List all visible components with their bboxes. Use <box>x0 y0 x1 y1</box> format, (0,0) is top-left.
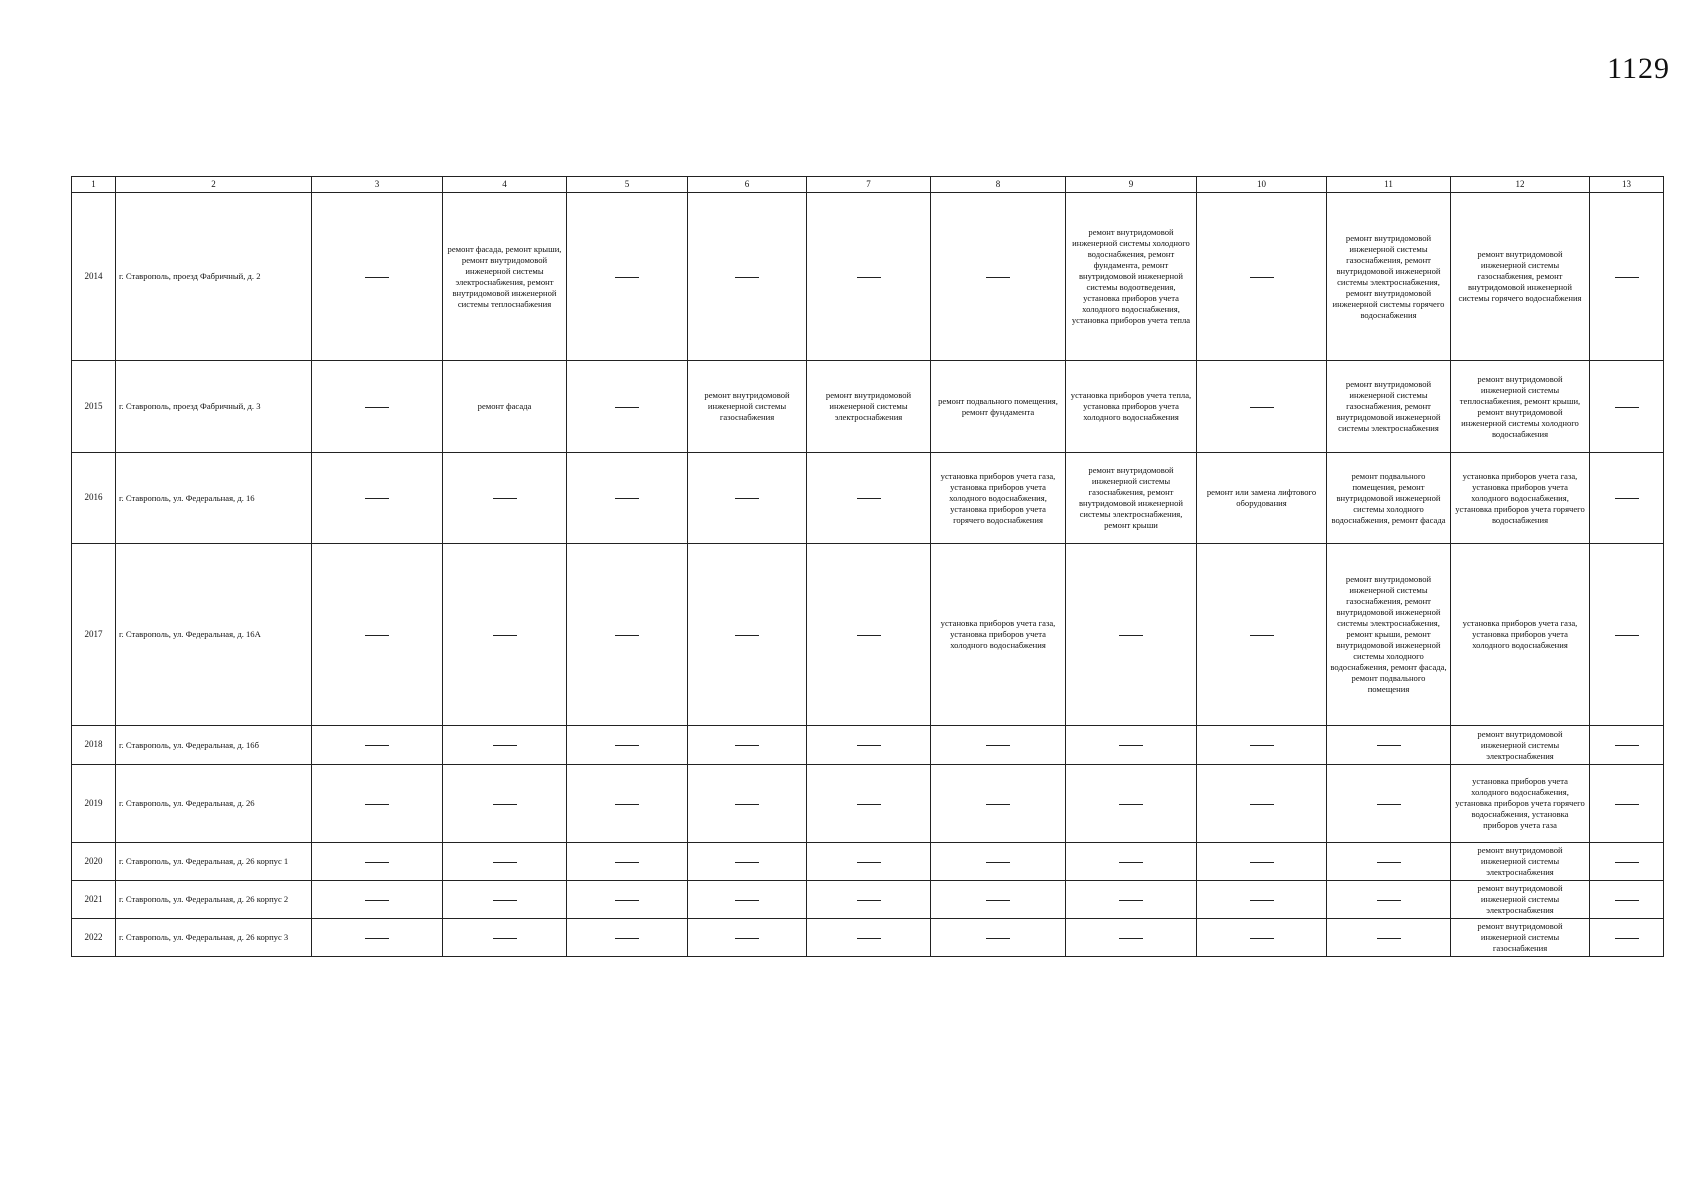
empty-dash <box>857 862 881 863</box>
empty-dash <box>986 745 1010 746</box>
work-cell <box>567 544 688 726</box>
row-number-cell: 2020 <box>72 843 116 881</box>
work-cell <box>312 193 443 361</box>
work-cell <box>1590 765 1664 843</box>
empty-dash <box>493 862 517 863</box>
work-cell <box>312 453 443 544</box>
empty-dash <box>1119 745 1143 746</box>
work-cell: ремонт внутридомовой инженерной системы газоснабжения <box>1451 919 1590 957</box>
work-cell <box>567 453 688 544</box>
work-cell <box>1590 881 1664 919</box>
work-cell <box>688 193 807 361</box>
work-cell <box>688 881 807 919</box>
work-cell <box>688 843 807 881</box>
work-cell <box>688 453 807 544</box>
empty-dash <box>615 277 639 278</box>
work-cell: ремонт внутридомовой инженерной системы электроснабжения <box>807 361 931 453</box>
empty-dash <box>615 900 639 901</box>
empty-dash <box>615 635 639 636</box>
empty-dash <box>1250 277 1274 278</box>
column-number: 13 <box>1590 177 1664 193</box>
empty-dash <box>1250 900 1274 901</box>
address-cell: г. Ставрополь, ул. Федеральная, д. 16б <box>116 726 312 765</box>
work-cell <box>443 453 567 544</box>
work-cell <box>1327 919 1451 957</box>
column-number: 5 <box>567 177 688 193</box>
table-row <box>72 453 1664 544</box>
work-cell <box>443 843 567 881</box>
empty-dash <box>1377 745 1401 746</box>
empty-dash <box>1615 745 1639 746</box>
work-cell <box>1197 919 1327 957</box>
work-cell <box>567 881 688 919</box>
work-cell <box>807 193 931 361</box>
column-number: 10 <box>1197 177 1327 193</box>
empty-dash <box>1119 900 1143 901</box>
table-row <box>72 193 1664 361</box>
empty-dash <box>1615 635 1639 636</box>
work-cell <box>1066 919 1197 957</box>
work-cell <box>807 919 931 957</box>
work-cell <box>312 726 443 765</box>
work-cell <box>688 765 807 843</box>
work-cell: ремонт внутридомовой инженерной системы газоснабжения, ремонт внутридомовой инженерной системы горячего водоснабжения <box>1451 193 1590 361</box>
work-cell <box>567 193 688 361</box>
work-cell: ремонт внутридомовой инженерной системы газоснабжения, ремонт внутридомовой инженерной системы электроснабжения <box>1327 361 1451 453</box>
address-cell: г. Ставрополь, проезд Фабричный, д. 3 <box>116 361 312 453</box>
empty-dash <box>365 900 389 901</box>
work-cell <box>1197 881 1327 919</box>
work-cell <box>1197 193 1327 361</box>
work-cell: ремонт подвального помещения, ремонт фундамента <box>931 361 1066 453</box>
column-number: 2 <box>116 177 312 193</box>
empty-dash <box>1615 862 1639 863</box>
empty-dash <box>857 635 881 636</box>
row-number-cell: 2019 <box>72 765 116 843</box>
work-cell: ремонт фасада, ремонт крыши, ремонт внутридомовой инженерной системы электроснабжения, ремонт внутридомовой инженерной системы теплоснабжения <box>443 193 567 361</box>
empty-dash <box>735 938 759 939</box>
column-number: 6 <box>688 177 807 193</box>
work-cell <box>1066 726 1197 765</box>
work-cell: ремонт внутридомовой инженерной системы электроснабжения <box>1451 843 1590 881</box>
work-cell <box>688 544 807 726</box>
empty-dash <box>986 938 1010 939</box>
work-cell: ремонт или замена лифтового оборудования <box>1197 453 1327 544</box>
empty-dash <box>986 900 1010 901</box>
work-cell: ремонт внутридомовой инженерной системы газоснабжения, ремонт внутридомовой инженерной системы электроснабжения, ремонт внутридомовой инженерной системы горячего водоснабжения <box>1327 193 1451 361</box>
empty-dash <box>1377 938 1401 939</box>
empty-dash <box>365 804 389 805</box>
address-cell: г. Ставрополь, ул. Федеральная, д. 26 <box>116 765 312 843</box>
row-number-cell: 2014 <box>72 193 116 361</box>
empty-dash <box>365 745 389 746</box>
work-cell <box>688 726 807 765</box>
work-cell <box>567 765 688 843</box>
empty-dash <box>735 862 759 863</box>
empty-dash <box>857 745 881 746</box>
address-cell: г. Ставрополь, ул. Федеральная, д. 16 <box>116 453 312 544</box>
empty-dash <box>1377 862 1401 863</box>
empty-dash <box>615 498 639 499</box>
work-cell <box>567 843 688 881</box>
work-cell <box>1066 881 1197 919</box>
work-cell <box>312 919 443 957</box>
table-row <box>72 881 1664 919</box>
table-row <box>72 919 1664 957</box>
row-number-cell: 2015 <box>72 361 116 453</box>
work-cell <box>1590 453 1664 544</box>
empty-dash <box>493 745 517 746</box>
row-number-cell: 2022 <box>72 919 116 957</box>
work-cell <box>567 726 688 765</box>
empty-dash <box>493 938 517 939</box>
empty-dash <box>857 938 881 939</box>
work-cell <box>567 361 688 453</box>
work-cell <box>443 726 567 765</box>
empty-dash <box>1615 900 1639 901</box>
address-cell: г. Ставрополь, ул. Федеральная, д. 26 корпус 2 <box>116 881 312 919</box>
work-cell <box>1327 881 1451 919</box>
work-cell <box>312 843 443 881</box>
column-number: 4 <box>443 177 567 193</box>
work-cell <box>931 843 1066 881</box>
work-cell <box>1590 193 1664 361</box>
work-cell <box>1197 765 1327 843</box>
work-cell <box>931 193 1066 361</box>
empty-dash <box>1615 804 1639 805</box>
work-cell: ремонт подвального помещения, ремонт внутридомовой инженерной системы холодного водоснабжения, ремонт фасада <box>1327 453 1451 544</box>
column-number-row <box>72 177 1664 193</box>
empty-dash <box>1377 804 1401 805</box>
empty-dash <box>735 277 759 278</box>
work-cell <box>1327 765 1451 843</box>
work-cell <box>931 881 1066 919</box>
column-number: 12 <box>1451 177 1590 193</box>
work-cell <box>688 919 807 957</box>
empty-dash <box>493 498 517 499</box>
work-cell <box>1590 919 1664 957</box>
empty-dash <box>986 862 1010 863</box>
address-cell: г. Ставрополь, ул. Федеральная, д. 16А <box>116 544 312 726</box>
empty-dash <box>735 498 759 499</box>
empty-dash <box>857 900 881 901</box>
work-cell: установка приборов учета газа, установка приборов учета холодного водоснабжения <box>931 544 1066 726</box>
work-cell: ремонт внутридомовой инженерной системы электроснабжения <box>1451 881 1590 919</box>
work-cell: ремонт внутридомовой инженерной системы газоснабжения, ремонт внутридомовой инженерной системы электроснабжения, ремонт крыши, ремонт внутридомовой инженерной системы холодного водоснабжения, ремонт фасада, ремонт подвального помещения <box>1327 544 1451 726</box>
repair-schedule-table <box>71 176 1664 957</box>
empty-dash <box>1119 862 1143 863</box>
table-row <box>72 361 1664 453</box>
work-cell <box>931 726 1066 765</box>
empty-dash <box>1615 407 1639 408</box>
row-number-cell: 2016 <box>72 453 116 544</box>
empty-dash <box>365 938 389 939</box>
empty-dash <box>735 900 759 901</box>
work-cell: ремонт внутридомовой инженерной системы газоснабжения, ремонт внутридомовой инженерной системы электроснабжения, ремонт крыши <box>1066 453 1197 544</box>
work-cell <box>1197 361 1327 453</box>
work-cell <box>1066 843 1197 881</box>
work-cell: ремонт внутридомовой инженерной системы газоснабжения <box>688 361 807 453</box>
column-number: 11 <box>1327 177 1451 193</box>
table-row <box>72 544 1664 726</box>
empty-dash <box>857 277 881 278</box>
work-cell <box>1590 843 1664 881</box>
empty-dash <box>615 804 639 805</box>
work-cell <box>807 843 931 881</box>
empty-dash <box>857 804 881 805</box>
empty-dash <box>365 635 389 636</box>
empty-dash <box>1615 938 1639 939</box>
empty-dash <box>1250 862 1274 863</box>
empty-dash <box>615 938 639 939</box>
row-number-cell: 2017 <box>72 544 116 726</box>
page-number: 1129 <box>1607 52 1670 85</box>
work-cell: установка приборов учета газа, установка приборов учета холодного водоснабжения, установка приборов учета горячего водоснабжения <box>1451 453 1590 544</box>
table-row <box>72 765 1664 843</box>
work-cell <box>1066 765 1197 843</box>
work-cell: установка приборов учета холодного водоснабжения, установка приборов учета горячего водоснабжения, установка приборов учета газа <box>1451 765 1590 843</box>
work-cell: установка приборов учета тепла, установка приборов учета холодного водоснабжения <box>1066 361 1197 453</box>
empty-dash <box>1250 938 1274 939</box>
work-cell <box>1197 726 1327 765</box>
work-cell <box>931 765 1066 843</box>
work-cell <box>1066 544 1197 726</box>
work-cell <box>443 919 567 957</box>
work-cell <box>807 881 931 919</box>
table-row <box>72 843 1664 881</box>
empty-dash <box>986 804 1010 805</box>
empty-dash <box>1615 498 1639 499</box>
column-number: 8 <box>931 177 1066 193</box>
empty-dash <box>493 900 517 901</box>
empty-dash <box>615 745 639 746</box>
work-cell <box>443 765 567 843</box>
empty-dash <box>1615 277 1639 278</box>
work-cell <box>807 544 931 726</box>
empty-dash <box>1377 900 1401 901</box>
row-number-cell: 2021 <box>72 881 116 919</box>
empty-dash <box>615 862 639 863</box>
work-cell <box>1327 726 1451 765</box>
work-cell <box>1197 843 1327 881</box>
empty-dash <box>986 277 1010 278</box>
work-cell <box>1590 361 1664 453</box>
row-number-cell: 2018 <box>72 726 116 765</box>
empty-dash <box>1250 635 1274 636</box>
address-cell: г. Ставрополь, ул. Федеральная, д. 26 корпус 1 <box>116 843 312 881</box>
empty-dash <box>1119 804 1143 805</box>
empty-dash <box>365 862 389 863</box>
empty-dash <box>735 635 759 636</box>
empty-dash <box>365 277 389 278</box>
work-cell <box>312 765 443 843</box>
work-cell <box>1590 726 1664 765</box>
empty-dash <box>1250 804 1274 805</box>
work-cell <box>807 726 931 765</box>
work-cell: ремонт фасада <box>443 361 567 453</box>
empty-dash <box>735 745 759 746</box>
table-body <box>72 177 1664 957</box>
work-cell: установка приборов учета газа, установка приборов учета холодного водоснабжения, установка приборов учета горячего водоснабжения <box>931 453 1066 544</box>
empty-dash <box>857 498 881 499</box>
table-row <box>72 726 1664 765</box>
work-cell <box>312 361 443 453</box>
address-cell: г. Ставрополь, проезд Фабричный, д. 2 <box>116 193 312 361</box>
empty-dash <box>493 635 517 636</box>
work-cell <box>312 881 443 919</box>
column-number: 3 <box>312 177 443 193</box>
empty-dash <box>1250 745 1274 746</box>
work-cell: ремонт внутридомовой инженерной системы теплоснабжения, ремонт крыши, ремонт внутридомовой инженерной системы холодного водоснабжения <box>1451 361 1590 453</box>
column-number: 7 <box>807 177 931 193</box>
work-cell <box>443 544 567 726</box>
column-number: 9 <box>1066 177 1197 193</box>
work-cell <box>1327 843 1451 881</box>
address-cell: г. Ставрополь, ул. Федеральная, д. 26 корпус 3 <box>116 919 312 957</box>
work-cell <box>1197 544 1327 726</box>
empty-dash <box>735 804 759 805</box>
empty-dash <box>1119 635 1143 636</box>
work-cell <box>807 765 931 843</box>
work-cell <box>567 919 688 957</box>
work-cell <box>1590 544 1664 726</box>
work-cell <box>931 919 1066 957</box>
empty-dash <box>615 407 639 408</box>
work-cell: ремонт внутридомовой инженерной системы электроснабжения <box>1451 726 1590 765</box>
work-cell <box>312 544 443 726</box>
empty-dash <box>1119 938 1143 939</box>
work-cell <box>443 881 567 919</box>
empty-dash <box>365 407 389 408</box>
work-cell <box>807 453 931 544</box>
work-cell: ремонт внутридомовой инженерной системы холодного водоснабжения, ремонт фундамента, ремонт внутридомовой инженерной системы водоотведения, установка приборов учета холодного водоснабжения, установка приборов учета тепла <box>1066 193 1197 361</box>
empty-dash <box>365 498 389 499</box>
work-cell: установка приборов учета газа, установка приборов учета холодного водоснабжения <box>1451 544 1590 726</box>
column-number: 1 <box>72 177 116 193</box>
empty-dash <box>493 804 517 805</box>
empty-dash <box>1250 407 1274 408</box>
